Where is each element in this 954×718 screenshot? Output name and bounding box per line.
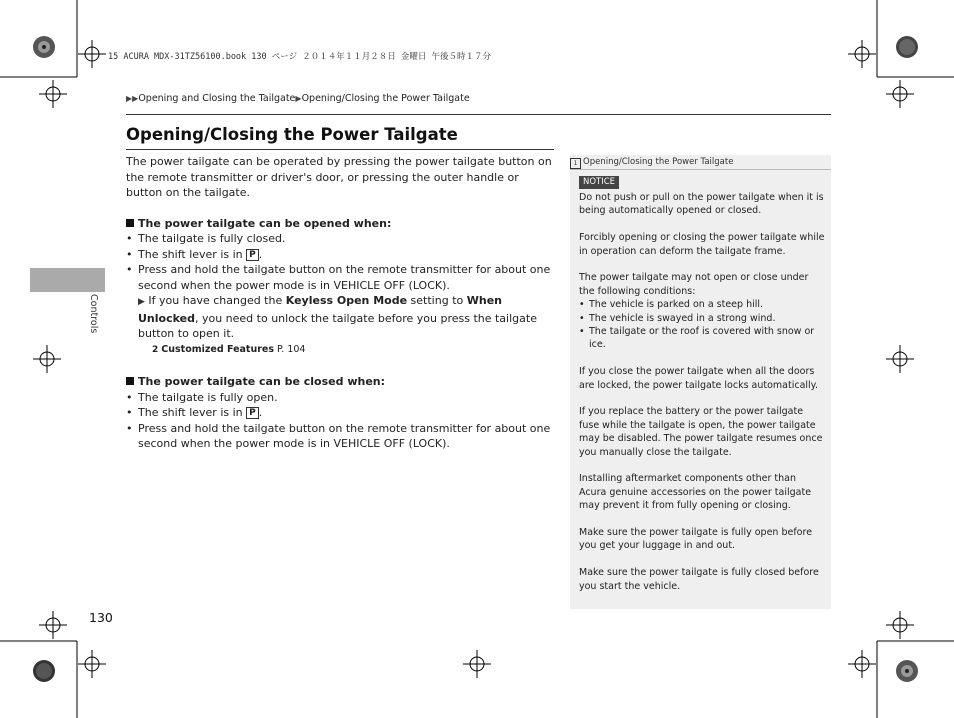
list-item: • The vehicle is parked on a steep hill. xyxy=(579,298,825,311)
square-bullet-icon xyxy=(126,219,134,227)
close-conditions-list xyxy=(126,390,556,452)
breadcrumb xyxy=(126,93,470,104)
breadcrumb-item-tailgate[interactable]: Opening and Closing the Tailgate xyxy=(138,93,296,104)
page-number: 130 xyxy=(89,610,113,625)
park-position-icon: P xyxy=(246,407,259,419)
sidebar-paragraph: Installing aftermarket components other than Acura genuine accessories on the power tailgate may prevent it from fully opening or closing. xyxy=(579,473,812,512)
sidebar-header: 1 Opening/Closing the Power Tailgate xyxy=(570,155,831,170)
park-position-icon: P xyxy=(246,249,259,261)
breadcrumb-item-power-tailgate[interactable]: Opening/Closing the Power Tailgate xyxy=(301,93,470,104)
list-item: • The tailgate is fully closed. xyxy=(126,231,556,247)
sidebar-paragraph: If you close the power tailgate when all the doors are locked, the power tailgate locks automatically. xyxy=(579,366,818,391)
list-item: • The shift lever is in P . xyxy=(126,247,556,263)
breadcrumb-arrow-icon: ▶▶ xyxy=(126,94,139,103)
reference-icon: 1 xyxy=(570,158,581,169)
sidebar-text xyxy=(579,175,825,606)
open-conditions-list xyxy=(126,231,556,293)
open-conditions-heading: The power tailgate can be opened when: xyxy=(126,216,556,232)
list-item: • Press and hold the tailgate button on the remote transmitter for about one second when the power mode is in VEHICLE OFF (LOCK). xyxy=(126,421,556,452)
list-item: • The tailgate is fully open. xyxy=(126,390,556,406)
square-bullet-icon xyxy=(126,377,134,385)
sidebar-paragraph: The power tailgate may not open or close under the following conditions: xyxy=(579,272,809,297)
list-item: • Press and hold the tailgate button on the remote transmitter for about one second when the power mode is in VEHICLE OFF (LOCK). xyxy=(126,262,556,293)
intro-paragraph: The power tailgate can be operated by pressing the power tailgate button on the remote transmitter or driver's door, or pressing the outer handle or button on the tailgate. xyxy=(126,155,552,199)
page-title: Opening/Closing the Power Tailgate xyxy=(126,125,458,144)
sidebar-paragraph: Make sure the power tailgate is fully open before you get your luggage in and out. xyxy=(579,527,813,552)
sidebar-paragraph: Do not push or pull on the power tailgate when it is being automatically opened or closed. xyxy=(579,192,824,217)
reference-icon: 2 xyxy=(152,344,159,355)
chapter-tab xyxy=(30,268,105,292)
list-item: • The shift lever is in P . xyxy=(126,405,556,421)
keyless-open-note: ▶ If you have changed the Keyless Open Mode setting to When Unlocked, you need to unlock the tailgate before you press the tailgate button to open it. xyxy=(138,294,537,340)
sidebar-paragraph: Make sure the power tailgate is fully closed before you start the vehicle. xyxy=(579,567,819,592)
close-conditions-heading: The power tailgate can be closed when: xyxy=(126,374,556,390)
list-item: • The tailgate or the roof is covered with snow or ice. xyxy=(579,325,825,352)
sidebar-paragraph: Forcibly opening or closing the power tailgate while in operation can deform the tailgate frame. xyxy=(579,232,825,257)
breadcrumb-separator-icon: ▶ xyxy=(295,94,302,103)
conditions-list xyxy=(579,298,825,352)
title-underline xyxy=(126,149,554,150)
chapter-tab-label: Controls xyxy=(88,294,99,334)
main-content xyxy=(126,154,556,452)
triangle-arrow-icon: ▶ xyxy=(138,297,145,307)
customized-features-link[interactable]: 2 Customized Features P. 104 xyxy=(126,342,556,359)
print-header: 15 ACURA MDX-31TZ56100.book 130 ページ ２０１４年１１月２８日 金曜日 午後５時１７分 xyxy=(108,52,491,62)
header-divider xyxy=(126,114,831,115)
notice-badge: NOTICE xyxy=(579,176,619,189)
sidebar-paragraph: If you replace the battery or the power tailgate fuse while the tailgate is open, the power tailgate may be disabled. The power tailgate resumes once you manually close the tailgate. xyxy=(579,406,823,458)
list-item: • The vehicle is swayed in a strong wind. xyxy=(579,312,825,325)
